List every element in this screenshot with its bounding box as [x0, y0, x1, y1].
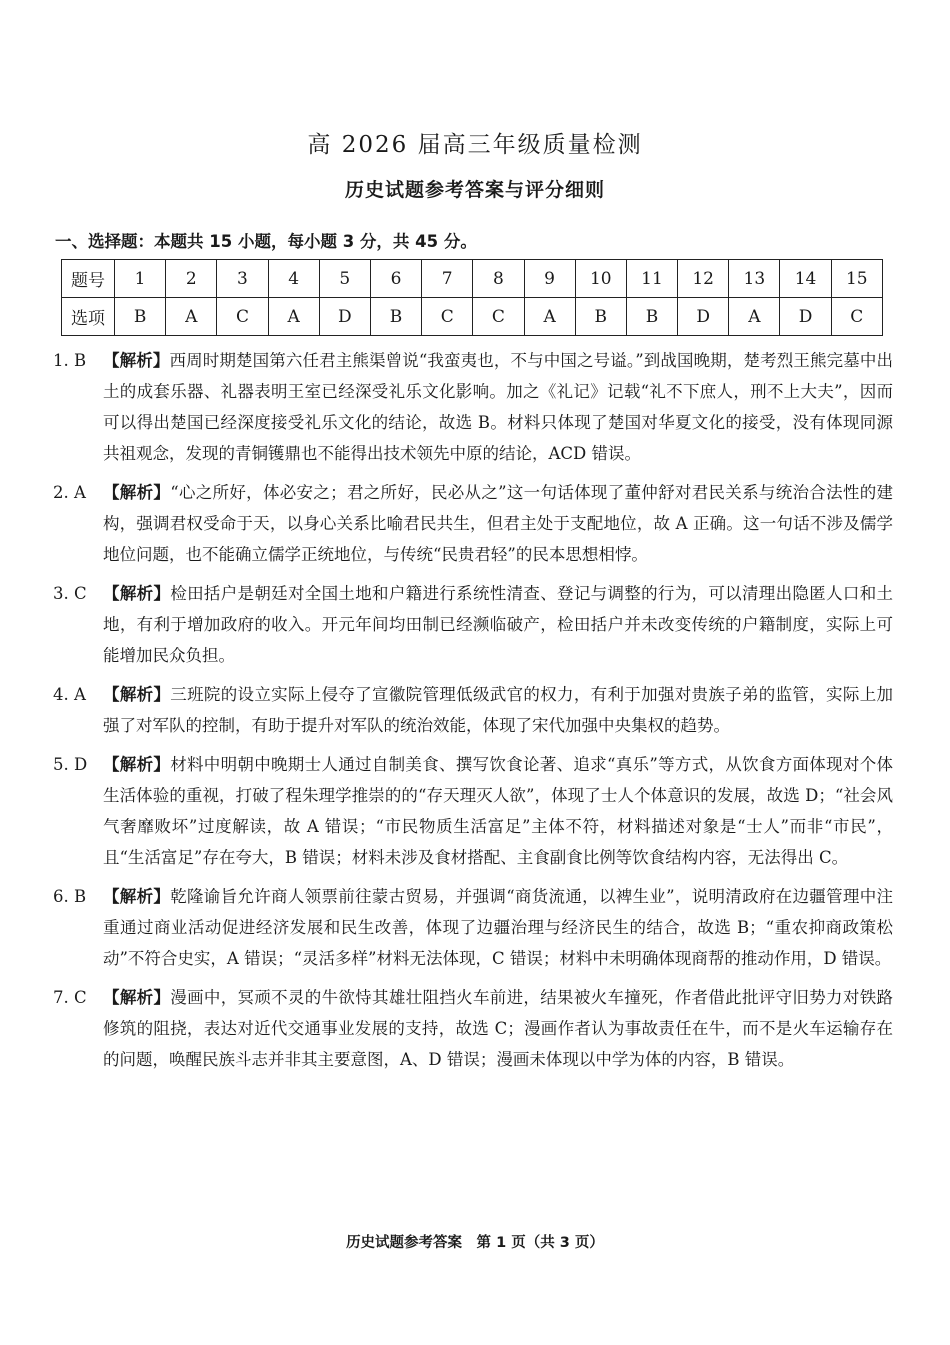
item-body [103, 578, 893, 671]
analysis-tag: 【解析】 [103, 351, 170, 370]
answer-table [61, 259, 883, 336]
item-text: 漫画中，冥顽不灵的牛欲恃其雄壮阻挡火车前进，结果被火车撞死，作者借此批评守旧势力对铁路修筑的阻挠，表达对近代交通事业发展的支持，故选 C；漫画作者认为事故责任在牛，而不是火车运输存在的问题，唤醒民族斗志并非其主要意图，A、D 错误；漫画未体现以中学为体的内容，B 错误。 [103, 988, 894, 1069]
answer-cell: D [319, 298, 370, 336]
answer-cell: D [678, 298, 729, 336]
answer-table-answer-row [62, 298, 883, 336]
item-body [103, 982, 893, 1075]
item-body [103, 345, 893, 469]
item-body [103, 679, 893, 741]
question-number-cell: 10 [575, 260, 626, 298]
analysis-tag: 【解析】 [103, 483, 171, 502]
explanation-item [53, 345, 893, 469]
item-body [103, 749, 893, 873]
page-title: 高 2026 届高三年级质量检测 [307, 132, 643, 158]
question-number-cell: 9 [524, 260, 575, 298]
question-number-cell: 3 [217, 260, 268, 298]
question-number-cell: 12 [678, 260, 729, 298]
explanation-item [53, 881, 893, 974]
answer-cell: C [831, 298, 882, 336]
item-body [103, 881, 893, 974]
answer-cell: B [575, 298, 626, 336]
analysis-tag: 【解析】 [103, 988, 171, 1007]
item-number: 1. B [53, 351, 87, 370]
item-number: 2. A [53, 483, 86, 502]
answer-cell: A [268, 298, 319, 336]
item-body [103, 477, 893, 570]
item-text: 乾隆谕旨允许商人领票前往蒙古贸易，并强调“商货流通，以裨生业”，说明清政府在边疆管理中注重通过商业活动促进经济发展和民生改善，体现了边疆治理与经济民生的结合，故选 B；“重农抑商政策松动”不符合史实，A 错误；“灵活多样”材料无法体现，C 错误；材料中未明确体现商帮的推动作用，D 错误。 [103, 887, 893, 968]
answer-cell: A [166, 298, 217, 336]
answer-cell: A [729, 298, 780, 336]
item-number: 6. B [53, 887, 87, 906]
question-number-cell: 8 [473, 260, 524, 298]
item-text: 西周时期楚国第六任君主熊渠曾说“我蛮夷也，不与中国之号谥。”到战国晚期，楚考烈王熊完墓中出土的成套乐器、礼器表明王室已经深受礼乐文化影响。加之《礼记》记载“礼不下庶人，刑不上大夫”，因而可以得出楚国已经深度接受礼乐文化的结论，故选 B。材料只体现了楚国对华夏文化的接受，没有体现同源共祖观念，发现的青铜镬鼎也不能得出技术领先中原的结论，ACD 错误。 [103, 351, 894, 463]
answer-cell: C [473, 298, 524, 336]
question-number-cell: 13 [729, 260, 780, 298]
answer-cell: A [524, 298, 575, 336]
question-number-cell: 5 [319, 260, 370, 298]
item-text: “心之所好，体必安之；君之所好，民必从之”这一句话体现了董仲舒对君民关系与统治合法性的建构，强调君权受命于天，以身心关系比喻君民共生，但君主处于支配地位，故 A 正确。这一句话不涉及儒学地位问题，也不能确立儒学正统地位，与传统“民贵君轻”的民本思想相悖。 [103, 483, 893, 564]
item-number: 4. A [53, 685, 86, 704]
answer-table-number-row [62, 260, 883, 298]
row-label-number: 题号 [62, 260, 115, 298]
item-text: 检田括户是朝廷对全国土地和户籍进行系统性清查、登记与调整的行为，可以清理出隐匿人口和土地，有利于增加政府的收入。开元年间均田制已经濒临破产，检田括户并未改变传统的户籍制度，实际上可能增加民众负担。 [103, 584, 894, 665]
question-number-cell: 14 [780, 260, 831, 298]
question-number-cell: 11 [626, 260, 677, 298]
question-number-cell: 2 [166, 260, 217, 298]
analysis-tag: 【解析】 [103, 755, 171, 774]
answer-cell: C [217, 298, 268, 336]
section-heading: 一、选择题：本题共 15 小题，每小题 3 分，共 45 分。 [55, 232, 477, 251]
analysis-tag: 【解析】 [103, 685, 171, 704]
explanation-item [53, 477, 893, 570]
item-number: 7. C [53, 988, 87, 1007]
explanation-item [53, 982, 893, 1075]
item-text: 三班院的设立实际上侵夺了宣徽院管理低级武官的权力，有利于加强对贵族子弟的监管，实际上加强了对军队的控制，有助于提升对军队的统治效能，体现了宋代加强中央集权的趋势。 [103, 685, 894, 735]
question-number-cell: 15 [831, 260, 882, 298]
answer-cell: B [370, 298, 421, 336]
explanation-item [53, 679, 893, 741]
explanation-item [53, 749, 893, 873]
question-number-cell: 1 [115, 260, 166, 298]
answer-cell: C [422, 298, 473, 336]
page-footer: 历史试题参考答案 第 1 页（共 3 页） [346, 1235, 604, 1251]
page-subtitle: 历史试题参考答案与评分细则 [344, 179, 605, 201]
answer-cell: D [780, 298, 831, 336]
explanation-item [53, 578, 893, 671]
answer-cell: B [626, 298, 677, 336]
item-number: 5. D [53, 755, 88, 774]
item-number: 3. C [53, 584, 87, 603]
row-label-answer: 选项 [62, 298, 115, 336]
question-number-cell: 4 [268, 260, 319, 298]
question-number-cell: 7 [422, 260, 473, 298]
answer-cell: B [115, 298, 166, 336]
analysis-tag: 【解析】 [103, 887, 171, 906]
item-text: 材料中明朝中晚期士人通过自制美食、撰写饮食论著、追求“真乐”等方式，从饮食方面体现对个体生活体验的重视，打破了程朱理学推崇的的“存天理灭人欲”，体现了士人个体意识的发展，故选 D；“社会风气奢靡败坏”过度解读，故 A 错误；“市民物质生活富足”主体不符，材料描述对象是“士人”而非“市民”，且“生活富足”存在夸大，B 错误；材料未涉及食材搭配、主食副食比例等饮食结构内容，无法得出 C。 [103, 755, 893, 867]
question-number-cell: 6 [370, 260, 421, 298]
analysis-tag: 【解析】 [103, 584, 171, 603]
explanation-list [53, 345, 893, 1083]
